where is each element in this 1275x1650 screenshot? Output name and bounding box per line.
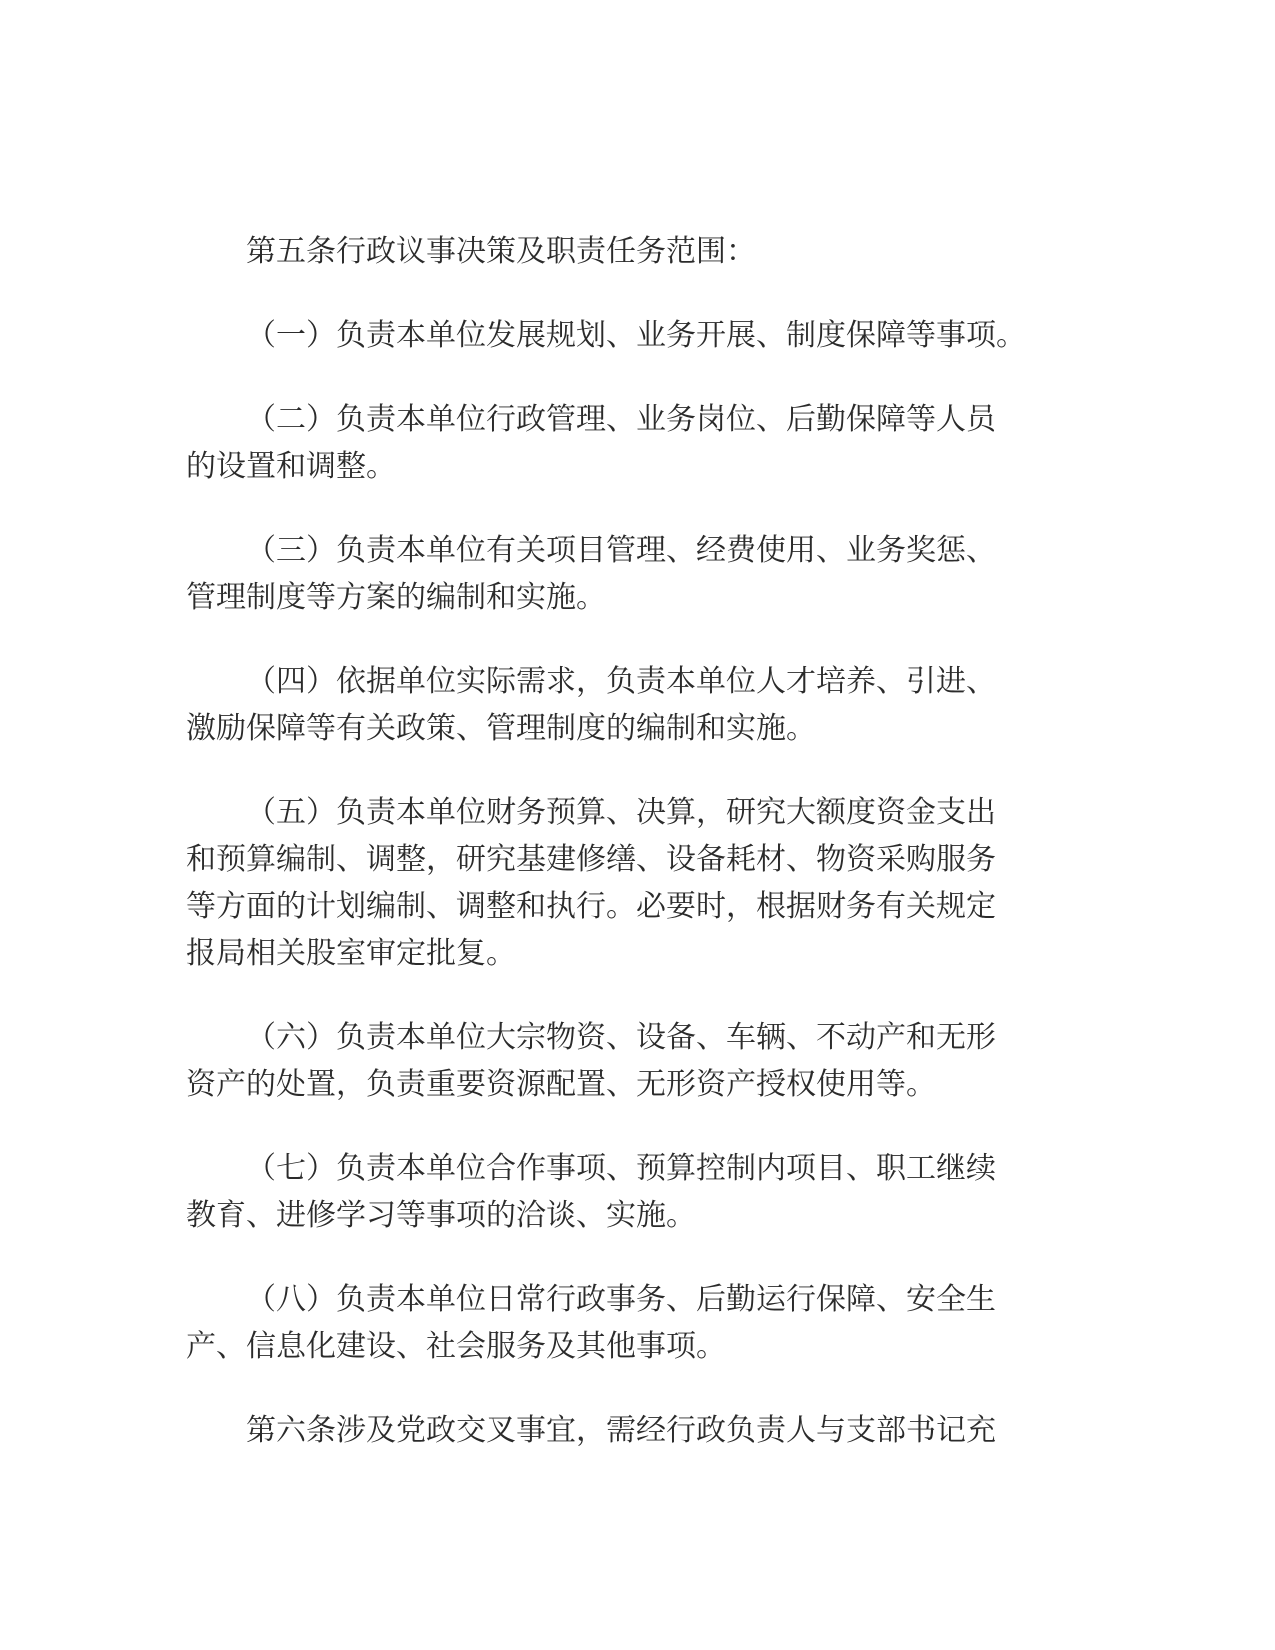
text-line: 产、信息化建设、社会服务及其他事项。 xyxy=(186,1329,726,1364)
document-body xyxy=(186,228,1086,1491)
clause-5 xyxy=(186,789,1086,977)
article-5-heading xyxy=(186,228,1086,275)
article-6 xyxy=(186,1407,1086,1454)
text-line: （四）依据单位实际需求，负责本单位人才培养、引进、 xyxy=(246,664,996,699)
clause-4 xyxy=(186,658,1086,752)
text-line: （七）负责本单位合作事项、预算控制内项目、职工继续 xyxy=(246,1151,996,1186)
text-line: （二）负责本单位行政管理、业务岗位、后勤保障等人员 xyxy=(246,402,996,437)
text-line: 资产的处置，负责重要资源配置、无形资产授权使用等。 xyxy=(186,1067,936,1102)
text-line: 等方面的计划编制、调整和执行。必要时，根据财务有关规定 xyxy=(186,889,996,924)
text-line: （五）负责本单位财务预算、决算，研究大额度资金支出 xyxy=(246,795,996,830)
clause-8 xyxy=(186,1276,1086,1370)
clause-2 xyxy=(186,396,1086,490)
text-line: 教育、进修学习等事项的洽谈、实施。 xyxy=(186,1198,696,1233)
clause-7 xyxy=(186,1145,1086,1239)
text-line: 管理制度等方案的编制和实施。 xyxy=(186,580,606,615)
text-line: 第五条行政议事决策及职责任务范围： xyxy=(246,234,756,269)
text-line: （八）负责本单位日常行政事务、后勤运行保障、安全生 xyxy=(246,1282,996,1317)
clause-3 xyxy=(186,527,1086,621)
text-line: （一）负责本单位发展规划、业务开展、制度保障等事项。 xyxy=(246,318,1026,353)
text-line: 报局相关股室审定批复。 xyxy=(186,936,516,971)
text-line: （六）负责本单位大宗物资、设备、车辆、不动产和无形 xyxy=(246,1020,996,1055)
clause-6 xyxy=(186,1014,1086,1108)
text-line: 第六条涉及党政交叉事宜，需经行政负责人与支部书记充 xyxy=(246,1413,996,1448)
text-line: （三）负责本单位有关项目管理、经费使用、业务奖惩、 xyxy=(246,533,996,568)
text-line: 激励保障等有关政策、管理制度的编制和实施。 xyxy=(186,711,816,746)
clause-1 xyxy=(186,312,1086,359)
text-line: 的设置和调整。 xyxy=(186,449,396,484)
text-line: 和预算编制、调整，研究基建修缮、设备耗材、物资采购服务 xyxy=(186,842,996,877)
